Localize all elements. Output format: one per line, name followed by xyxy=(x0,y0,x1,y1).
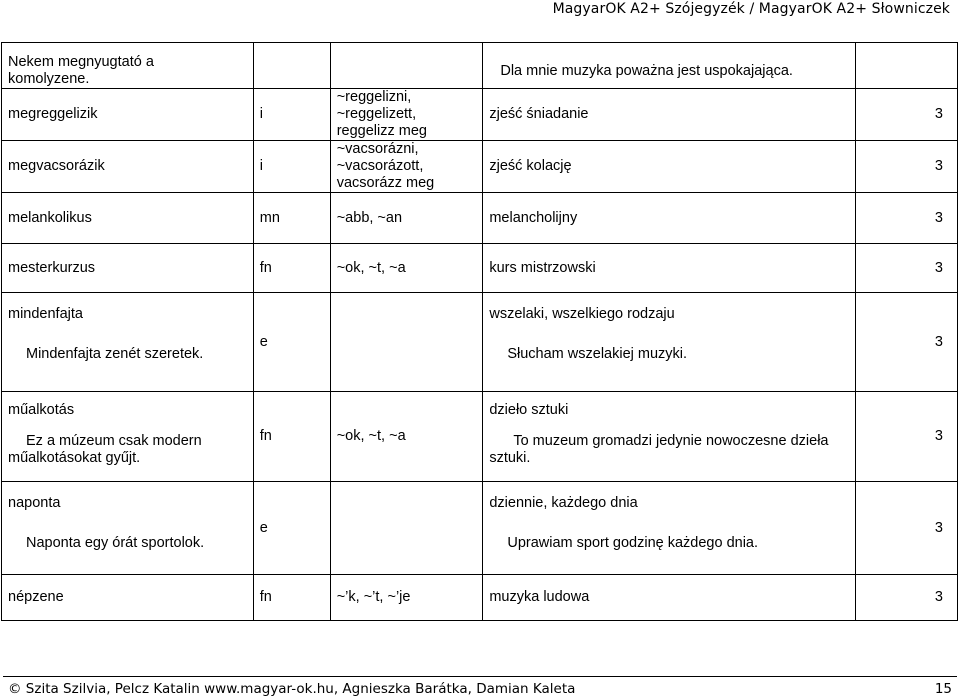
entry-forms: ~reggelizni, ~reggelizett, reggelizz meg xyxy=(336,89,427,139)
entry-forms: ~’k, ~’t, ~’je xyxy=(336,589,411,605)
table-row xyxy=(2,392,958,482)
entry-type: e xyxy=(259,333,268,350)
table-row xyxy=(2,43,958,89)
entry-type: i xyxy=(259,158,263,174)
entry-type: fn xyxy=(259,259,272,276)
table-row xyxy=(2,193,958,244)
entry-type: i xyxy=(259,106,263,122)
page-number: 15 xyxy=(934,681,952,697)
entry-type: fn xyxy=(259,589,272,605)
entry-hu: megvacsorázik xyxy=(8,158,105,174)
entry-hu: mindenfajta xyxy=(8,306,83,322)
entry-pl-example-text: To muzeum gromadzi jedynie nowoczesne dzieła sztuki. xyxy=(489,433,829,466)
entry-hu: melankolikus xyxy=(8,209,92,226)
entry-forms: ~ok, ~t, ~a xyxy=(336,428,406,444)
entry-pl-example: Uprawiam sport godzinę każdego dnia. xyxy=(507,535,759,551)
table-row xyxy=(2,293,958,392)
entry-pl: zjeść kolację xyxy=(489,158,572,174)
entry-level: 3 xyxy=(934,209,943,226)
entry-pl: wszelaki, wszelkiego rodzaju xyxy=(489,306,675,322)
entry-forms: ~ok, ~t, ~a xyxy=(336,259,406,276)
entry-pl: dzieło sztuki xyxy=(489,402,569,418)
vocabulary-table xyxy=(1,42,958,621)
table-row xyxy=(2,575,958,621)
table-row xyxy=(2,141,958,193)
entry-pl: melancholijny xyxy=(489,209,578,226)
table-row xyxy=(2,89,958,141)
page-header: MagyarOK A2+ Szójegyzék / MagyarOK A2+ Słowniczek xyxy=(552,1,950,17)
entry-forms: ~abb, ~an xyxy=(336,209,403,226)
entry-level: 3 xyxy=(934,589,943,605)
entry-hu: népzene xyxy=(8,589,64,605)
entry-hu-example-text: Ez a múzeum csak modern műalkotásokat gyűjt. xyxy=(8,433,202,466)
entry-type: e xyxy=(259,519,268,536)
table-row xyxy=(2,482,958,575)
entry-type: fn xyxy=(259,428,272,444)
entry-hu-example xyxy=(2,419,226,467)
entry-level: 3 xyxy=(934,259,943,276)
entry-hu: műalkotás xyxy=(8,402,75,418)
entry-hu-example: Naponta egy órát sportolok. xyxy=(26,535,205,551)
entry-level: 3 xyxy=(934,519,943,536)
entry-pl-example xyxy=(483,419,855,467)
footer-credits: © Szita Szilvia, Pelcz Katalin www.magyar-ok.hu, Agnieszka Barátka, Damian Kaleta xyxy=(8,681,576,697)
entry-level: 3 xyxy=(934,428,943,444)
entry-level: 3 xyxy=(934,106,943,122)
entry-forms: ~vacsorázni, ~vacsorázott, vacsorázz meg xyxy=(336,141,435,191)
entry-hu: mesterkurzus xyxy=(8,259,96,276)
entry-pl: muzyka ludowa xyxy=(489,589,590,605)
entry-type: mn xyxy=(259,209,280,226)
footer-divider xyxy=(3,676,957,677)
entry-hu: megreggelizik xyxy=(8,106,98,122)
entry-pl: dziennie, każdego dnia xyxy=(489,495,638,511)
entry-hu-example: Mindenfajta zenét szeretek. xyxy=(26,346,204,362)
entry-pl: zjeść śniadanie xyxy=(489,106,589,122)
entry-pl: kurs mistrzowski xyxy=(489,259,596,276)
table-row xyxy=(2,244,958,293)
entry-pl: Dla mnie muzyka poważna jest uspokajająca. xyxy=(500,63,793,79)
entry-level: 3 xyxy=(934,158,943,174)
entry-hu: naponta xyxy=(8,495,61,511)
entry-level: 3 xyxy=(934,333,943,350)
entry-hu: Nekem megnyugtató a komolyzene. xyxy=(8,54,154,87)
entry-pl-example: Słucham wszelakiej muzyki. xyxy=(507,346,688,362)
